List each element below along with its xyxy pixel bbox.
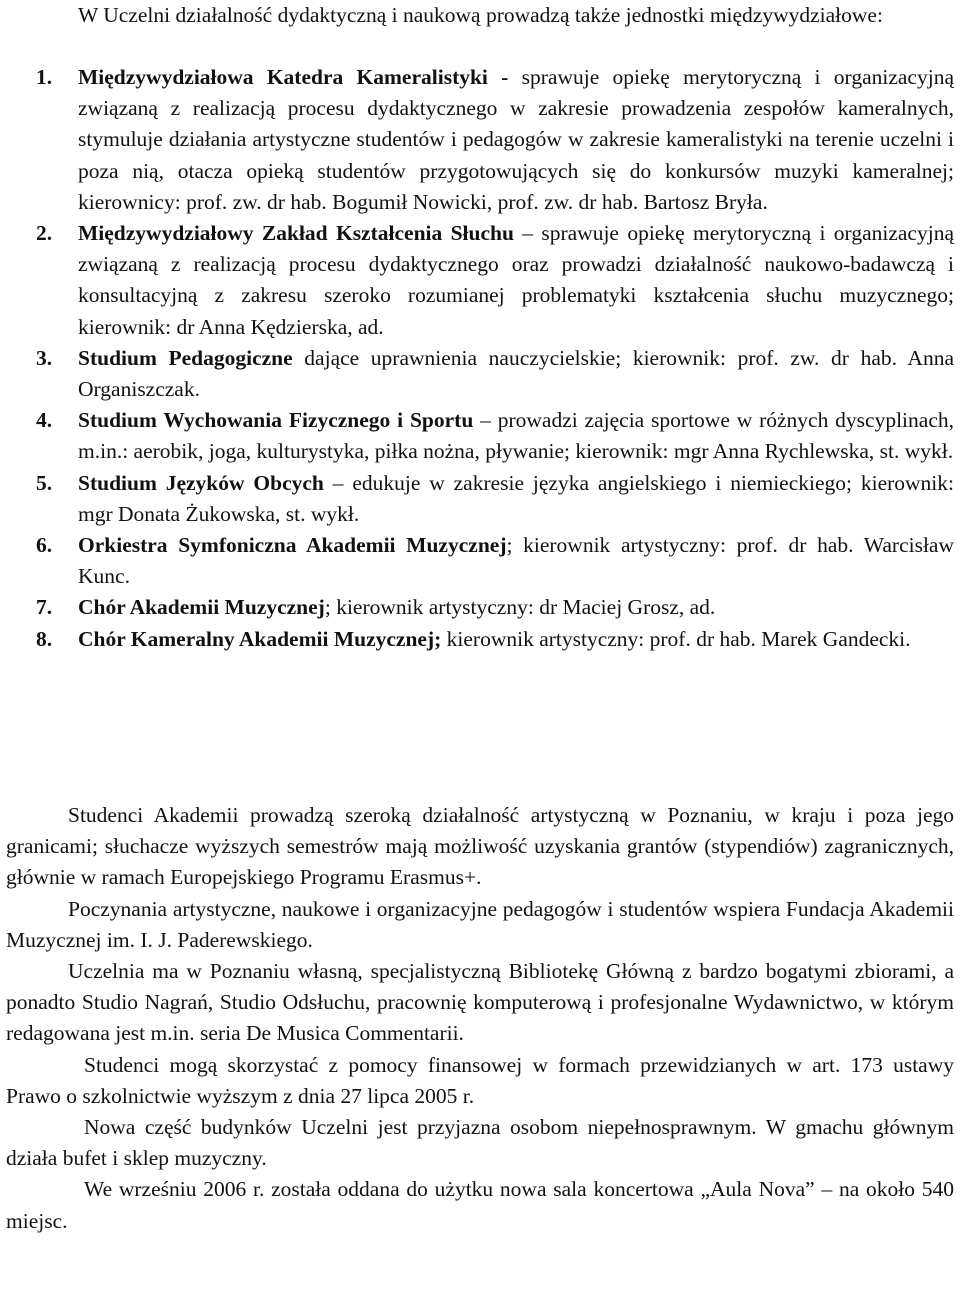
item-number: 2. <box>36 221 53 246</box>
list-item <box>0 62 960 218</box>
unit-description: dające uprawnienia nauczycielskie; kierownik: prof. zw. dr hab. Anna Organiszczak. <box>78 345 954 402</box>
unit-description: ; kierownik artystyczny: prof. dr hab. Warcisław Kunc. <box>78 533 954 589</box>
unit-name: Międzywydziałowa Katedra Kameralistyki - <box>78 65 509 89</box>
list-item <box>0 530 960 592</box>
unit-name: Studium Języków Obcych <box>78 470 324 495</box>
list-item <box>0 624 960 655</box>
item-number: 4. <box>36 408 53 433</box>
paragraph-student-activity: Studenci Akademii prowadzą szeroką działalność artystyczną w Poznaniu, w kraju i poza jego granicami; słuchacze wyższych semestrów mają możliwość uzyskania grantów (stypendiów) zagranicznych, głównie w ramach Europejskiego Programu Erasmus+. <box>6 803 954 890</box>
paragraph-accessibility: Nowa część budynków Uczelni jest przyjazna osobom niepełnosprawnym. W gmachu głównym działa bufet i sklep muzyczny. <box>6 1115 954 1171</box>
units-list <box>0 62 960 655</box>
paragraph-financial-aid: Studenci mogą skorzystać z pomocy finansowej w formach przewidzianych w art. 173 ustawy Prawo o szkolnictwie wyższym z dnia 27 lipca 2005 r. <box>6 1052 954 1108</box>
unit-description: – prowadzi zajęcia sportowe w różnych dyscyplinach, m.in.: aerobik, joga, kulturystyka, piłka nożna, pływanie; kierownik: mgr Anna Rychlewska, st. wykł. <box>78 408 954 464</box>
item-number: 8. <box>36 626 53 651</box>
paragraph-library: Uczelnia ma w Poznaniu własną, specjalistyczną Bibliotekę Główną z bardzo bogatymi zbiorami, a ponadto Studio Nagrań, Studio Odsłuchu, pracownię komputerową i profesjonalne Wydawnictwo, w którym redagowana jest m.in. seria De Musica Commentarii. <box>6 959 954 1046</box>
item-number: 5. <box>36 470 53 495</box>
item-number: 1. <box>36 65 53 89</box>
list-item <box>0 343 960 405</box>
body-paragraphs <box>6 800 954 1237</box>
item-number: 7. <box>36 595 53 620</box>
unit-name: Międzywydziałowy Zakład Kształcenia Słuchu <box>78 221 514 246</box>
unit-name: Studium Pedagogiczne <box>78 345 293 370</box>
list-item <box>0 592 960 623</box>
list-item <box>0 218 960 343</box>
unit-name: Chór Kameralny Akademii Muzycznej; <box>78 626 442 651</box>
item-number: 6. <box>36 533 53 558</box>
unit-description: sprawuje opiekę merytoryczną i organizacyjną związaną z realizacją procesu dydaktycznego w zakresie prowadzenia zespołów kameralnych, stymuluje działania artystyczne studentów i pedagogów w zakresie kameralistyki na terenie uczelni i poza nią, otacza opieką studentów przygotowujących się do konkursów muzyki kameralnej; kierownicy: prof. zw. dr hab. Bogumił Nowicki, prof. zw. dr hab. Bartosz Bryła. <box>78 65 954 214</box>
unit-description: – sprawuje opiekę merytoryczną i organizacyjną związaną z realizacją procesu dydaktycznego oraz prowadzi działalność naukowo-badawczą i konsultacyjną z zakresu szeroko rozumianej problematyki kształcenia słuchu muzycznego; kierownik: dr Anna Kędzierska, ad. <box>78 221 954 339</box>
item-number: 3. <box>36 345 53 370</box>
unit-name: Orkiestra Symfoniczna Akademii Muzycznej <box>78 533 507 558</box>
unit-name: Studium Wychowania Fizycznego i Sportu <box>78 408 474 433</box>
paragraph-concert-hall: We wrześniu 2006 r. została oddana do użytku nowa sala koncertowa „Aula Nova” – na około 540 miejsc. <box>6 1177 954 1233</box>
list-item <box>0 468 960 530</box>
unit-description: – edukuje w zakresie języka angielskiego i niemieckiego; kierownik: mgr Donata Żukowska, st. wykł. <box>78 470 954 526</box>
unit-description: kierownik artystyczny: prof. dr hab. Marek Gandecki. <box>441 626 911 651</box>
list-item <box>0 405 960 467</box>
unit-name: Chór Akademii Muzycznej <box>78 595 325 620</box>
paragraph-foundation: Poczynania artystyczne, naukowe i organizacyjne pedagogów i studentów wspiera Fundacja Akademii Muzycznej im. I. J. Paderewskiego. <box>6 896 954 952</box>
unit-description: ; kierownik artystyczny: dr Maciej Grosz, ad. <box>324 595 716 620</box>
intro-paragraph: W Uczelni działalność dydaktyczną i naukową prowadzą także jednostki międzywydziałowe: <box>78 3 883 27</box>
